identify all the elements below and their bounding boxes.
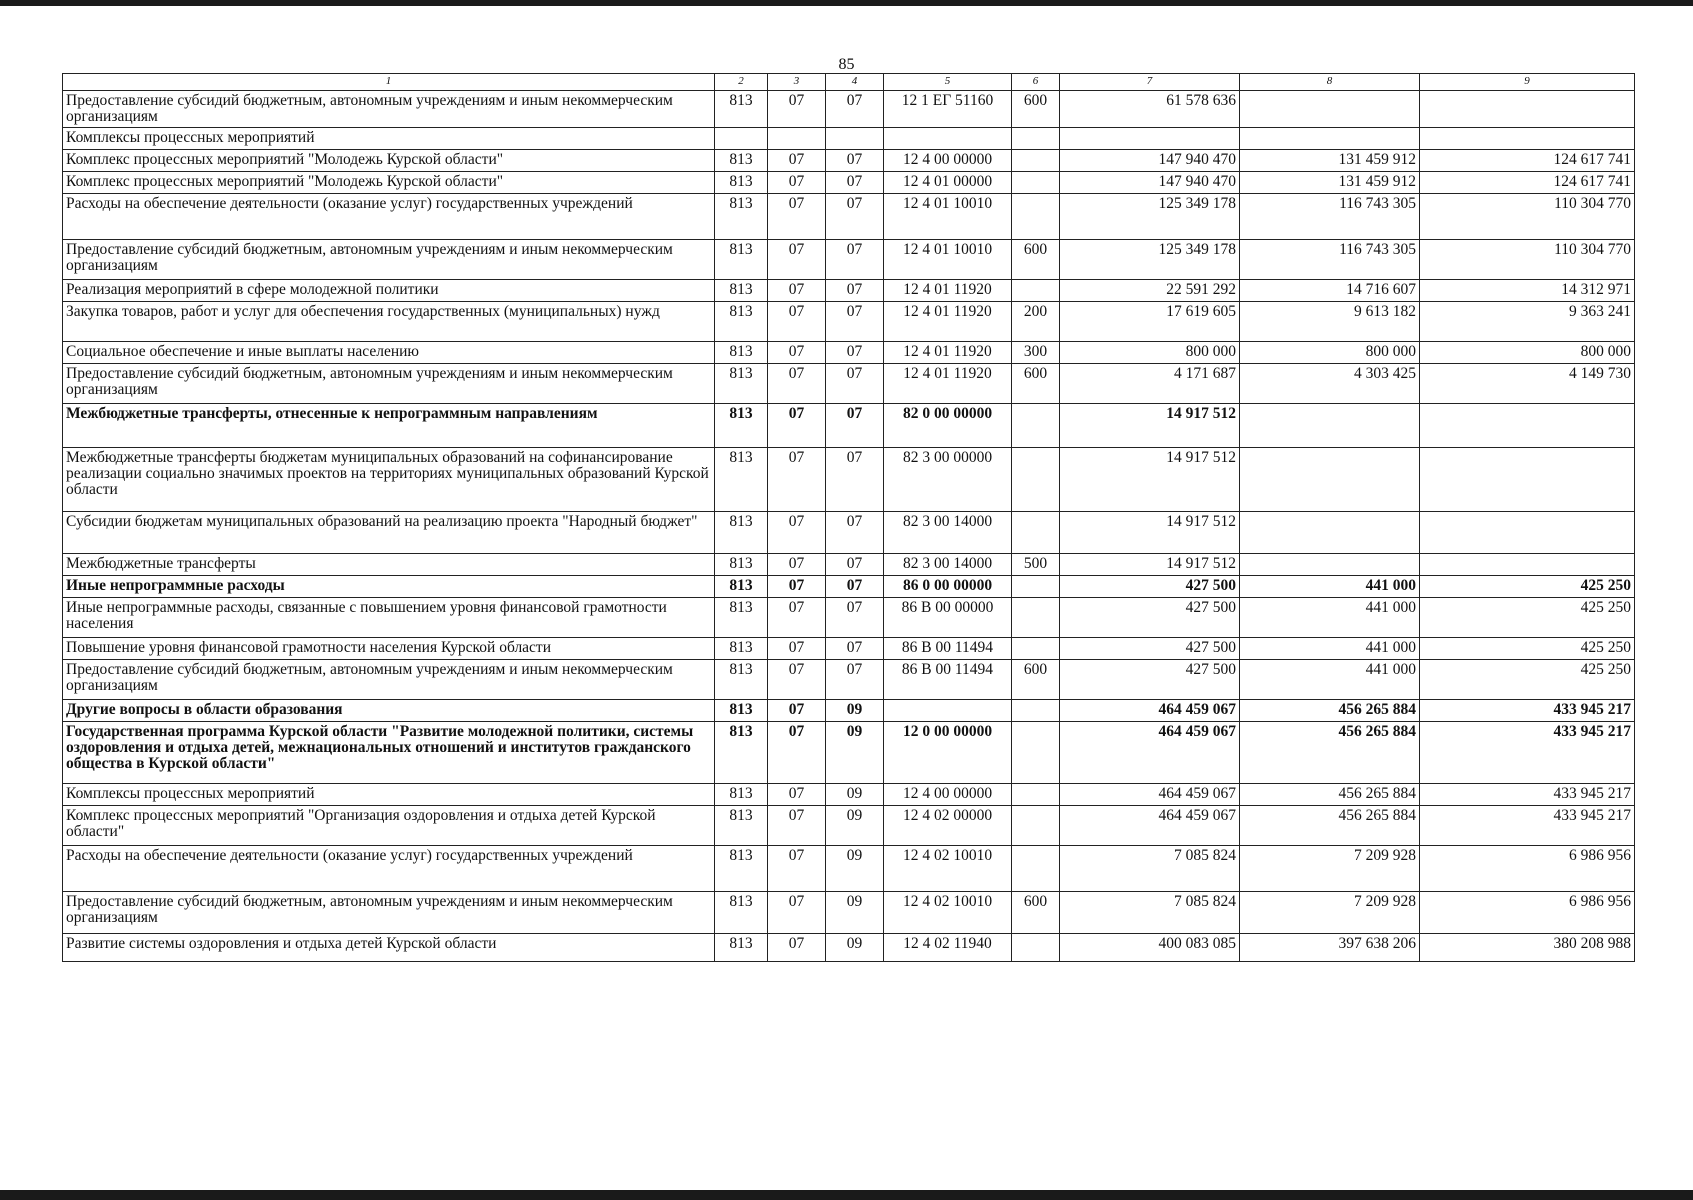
- row-code-ministry: 813: [715, 240, 768, 280]
- page-number: 85: [838, 56, 855, 73]
- row-code-section: 07: [768, 172, 826, 194]
- budget-table-container: [62, 73, 1634, 962]
- row-code-ministry: 813: [715, 784, 768, 806]
- row-amount-col8: 456 265 884: [1240, 806, 1420, 846]
- row-code-section: 07: [768, 194, 826, 240]
- row-amount-col8: 4 303 425: [1240, 364, 1420, 404]
- row-name: Реализация мероприятий в сфере молодежной политики: [63, 280, 715, 302]
- row-code-ministry: 813: [715, 806, 768, 846]
- row-code-target: 12 0 00 00000: [884, 722, 1012, 784]
- row-code-ministry: 813: [715, 302, 768, 342]
- row-amount-col9: 425 250: [1420, 638, 1635, 660]
- row-code-section: 07: [768, 240, 826, 280]
- row-code-section: 07: [768, 846, 826, 892]
- row-name: Комплекс процессных мероприятий "Молодежь Курской области": [63, 172, 715, 194]
- header-cell: 5: [884, 74, 1012, 91]
- row-code-ministry: 813: [715, 700, 768, 722]
- row-code-target: 12 4 01 11920: [884, 280, 1012, 302]
- row-code-target: 82 0 00 00000: [884, 404, 1012, 448]
- row-amount-col7: 14 917 512: [1060, 404, 1240, 448]
- row-code-subsection: 07: [826, 404, 884, 448]
- row-amount-col7: 427 500: [1060, 660, 1240, 700]
- row-code-target: 86 0 00 00000: [884, 576, 1012, 598]
- row-amount-col9: 4 149 730: [1420, 364, 1635, 404]
- row-amount-col8: 441 000: [1240, 660, 1420, 700]
- row-code-target: [884, 700, 1012, 722]
- table-row: [63, 806, 1635, 846]
- row-amount-col7: 147 940 470: [1060, 150, 1240, 172]
- row-code-target: 82 3 00 14000: [884, 512, 1012, 554]
- row-code-subsection: 07: [826, 512, 884, 554]
- table-row: [63, 448, 1635, 512]
- table-row: [63, 342, 1635, 364]
- row-name: Комплексы процессных мероприятий: [63, 784, 715, 806]
- header-cell: 3: [768, 74, 826, 91]
- row-name: Предоставление субсидий бюджетным, автономным учреждениям и иным некоммерческим организациям: [63, 91, 715, 128]
- row-amount-col9: 9 363 241: [1420, 302, 1635, 342]
- table-row: [63, 91, 1635, 128]
- row-code-subsection: 07: [826, 302, 884, 342]
- row-amount-col9: [1420, 128, 1635, 150]
- row-name: Государственная программа Курской области "Развитие молодежной политики, системы оздоровления и отдыха детей, межнациональных отношений и институтов гражданского общества в Курской области": [63, 722, 715, 784]
- row-name: Предоставление субсидий бюджетным, автономным учреждениям и иным некоммерческим организациям: [63, 892, 715, 934]
- table-row: [63, 404, 1635, 448]
- row-amount-col7: 22 591 292: [1060, 280, 1240, 302]
- row-amount-col8: [1240, 448, 1420, 512]
- row-name: Иные непрограммные расходы, связанные с повышением уровня финансовой грамотности населения: [63, 598, 715, 638]
- row-amount-col9: 800 000: [1420, 342, 1635, 364]
- row-amount-col9: [1420, 404, 1635, 448]
- table-row: [63, 846, 1635, 892]
- row-name: Другие вопросы в области образования: [63, 700, 715, 722]
- row-amount-col9: [1420, 91, 1635, 128]
- row-code-expense-type: [1012, 194, 1060, 240]
- row-amount-col8: 441 000: [1240, 598, 1420, 638]
- row-amount-col9: [1420, 512, 1635, 554]
- row-code-section: 07: [768, 150, 826, 172]
- row-amount-col7: 800 000: [1060, 342, 1240, 364]
- row-code-subsection: 07: [826, 194, 884, 240]
- table-row: [63, 150, 1635, 172]
- row-code-target: 12 4 01 00000: [884, 172, 1012, 194]
- row-name: Комплекс процессных мероприятий "Организация оздоровления и отдыха детей Курской области": [63, 806, 715, 846]
- row-code-expense-type: 600: [1012, 240, 1060, 280]
- row-amount-col9: [1420, 554, 1635, 576]
- row-name: Социальное обеспечение и иные выплаты населению: [63, 342, 715, 364]
- row-code-ministry: 813: [715, 150, 768, 172]
- row-code-expense-type: [1012, 700, 1060, 722]
- row-amount-col8: 456 265 884: [1240, 722, 1420, 784]
- row-code-target: 86 В 00 11494: [884, 638, 1012, 660]
- row-code-expense-type: [1012, 934, 1060, 962]
- row-code-expense-type: [1012, 172, 1060, 194]
- row-amount-col7: 14 917 512: [1060, 512, 1240, 554]
- row-code-expense-type: 300: [1012, 342, 1060, 364]
- row-code-expense-type: 600: [1012, 892, 1060, 934]
- row-amount-col9: 6 986 956: [1420, 846, 1635, 892]
- row-code-section: 07: [768, 364, 826, 404]
- row-amount-col8: 9 613 182: [1240, 302, 1420, 342]
- row-amount-col8: 116 743 305: [1240, 240, 1420, 280]
- row-code-ministry: [715, 128, 768, 150]
- row-code-expense-type: [1012, 722, 1060, 784]
- row-code-section: 07: [768, 448, 826, 512]
- header-cell: 4: [826, 74, 884, 91]
- table-row: [63, 302, 1635, 342]
- row-code-section: 07: [768, 722, 826, 784]
- row-code-ministry: 813: [715, 512, 768, 554]
- row-code-section: 07: [768, 404, 826, 448]
- row-amount-col9: 425 250: [1420, 660, 1635, 700]
- row-amount-col8: 456 265 884: [1240, 784, 1420, 806]
- row-amount-col7: 125 349 178: [1060, 194, 1240, 240]
- row-code-subsection: 07: [826, 342, 884, 364]
- row-amount-col8: [1240, 91, 1420, 128]
- row-code-subsection: 07: [826, 280, 884, 302]
- row-code-target: 86 В 00 00000: [884, 598, 1012, 638]
- row-code-subsection: 07: [826, 448, 884, 512]
- row-code-target: 12 4 02 10010: [884, 846, 1012, 892]
- row-code-subsection: 09: [826, 892, 884, 934]
- row-amount-col8: [1240, 512, 1420, 554]
- row-name: Повышение уровня финансовой грамотности населения Курской области: [63, 638, 715, 660]
- header-cell: 7: [1060, 74, 1240, 91]
- row-amount-col9: 14 312 971: [1420, 280, 1635, 302]
- budget-table: [62, 73, 1635, 962]
- scan-top-border: [0, 0, 1693, 6]
- row-code-section: 07: [768, 784, 826, 806]
- table-row: [63, 554, 1635, 576]
- row-code-ministry: 813: [715, 892, 768, 934]
- table-row: [63, 660, 1635, 700]
- row-name: Межбюджетные трансферты: [63, 554, 715, 576]
- table-row: [63, 128, 1635, 150]
- row-code-target: 12 1 ЕГ 51160: [884, 91, 1012, 128]
- table-row: [63, 598, 1635, 638]
- row-code-section: 07: [768, 342, 826, 364]
- row-amount-col8: [1240, 128, 1420, 150]
- row-amount-col9: 433 945 217: [1420, 700, 1635, 722]
- row-code-target: 12 4 01 11920: [884, 302, 1012, 342]
- row-code-target: 12 4 00 00000: [884, 150, 1012, 172]
- row-code-expense-type: [1012, 846, 1060, 892]
- row-amount-col7: 464 459 067: [1060, 722, 1240, 784]
- row-name: Расходы на обеспечение деятельности (оказание услуг) государственных учреждений: [63, 194, 715, 240]
- row-name: Комплексы процессных мероприятий: [63, 128, 715, 150]
- row-code-expense-type: 500: [1012, 554, 1060, 576]
- row-code-expense-type: [1012, 806, 1060, 846]
- row-amount-col8: 397 638 206: [1240, 934, 1420, 962]
- row-amount-col8: 800 000: [1240, 342, 1420, 364]
- row-code-target: 86 В 00 11494: [884, 660, 1012, 700]
- header-cell: 8: [1240, 74, 1420, 91]
- row-code-ministry: 813: [715, 660, 768, 700]
- row-code-ministry: 813: [715, 91, 768, 128]
- table-row: [63, 576, 1635, 598]
- row-amount-col9: 433 945 217: [1420, 784, 1635, 806]
- row-code-ministry: 813: [715, 448, 768, 512]
- row-code-ministry: 813: [715, 280, 768, 302]
- row-amount-col7: 464 459 067: [1060, 784, 1240, 806]
- row-name: Субсидии бюджетам муниципальных образований на реализацию проекта "Народный бюджет": [63, 512, 715, 554]
- row-code-subsection: 07: [826, 554, 884, 576]
- row-code-target: 12 4 01 11920: [884, 342, 1012, 364]
- row-amount-col8: 116 743 305: [1240, 194, 1420, 240]
- row-amount-col8: 131 459 912: [1240, 172, 1420, 194]
- table-row: [63, 512, 1635, 554]
- row-code-subsection: 07: [826, 240, 884, 280]
- row-code-target: 12 4 02 10010: [884, 892, 1012, 934]
- row-amount-col8: 7 209 928: [1240, 846, 1420, 892]
- row-code-section: 07: [768, 934, 826, 962]
- row-amount-col7: 147 940 470: [1060, 172, 1240, 194]
- row-code-subsection: 07: [826, 576, 884, 598]
- row-code-expense-type: 600: [1012, 364, 1060, 404]
- row-code-expense-type: [1012, 150, 1060, 172]
- row-code-target: [884, 128, 1012, 150]
- row-code-ministry: 813: [715, 722, 768, 784]
- row-amount-col7: 4 171 687: [1060, 364, 1240, 404]
- row-name: Закупка товаров, работ и услуг для обеспечения государственных (муниципальных) нужд: [63, 302, 715, 342]
- row-amount-col7: 125 349 178: [1060, 240, 1240, 280]
- row-code-section: 07: [768, 302, 826, 342]
- row-code-section: 07: [768, 554, 826, 576]
- table-row: [63, 194, 1635, 240]
- row-amount-col9: 425 250: [1420, 598, 1635, 638]
- row-amount-col7: 61 578 636: [1060, 91, 1240, 128]
- row-amount-col9: 124 617 741: [1420, 172, 1635, 194]
- row-code-section: 07: [768, 598, 826, 638]
- row-code-subsection: 07: [826, 150, 884, 172]
- row-code-section: 07: [768, 638, 826, 660]
- row-code-ministry: 813: [715, 598, 768, 638]
- table-body: [63, 74, 1635, 962]
- row-amount-col8: [1240, 404, 1420, 448]
- row-code-ministry: 813: [715, 404, 768, 448]
- row-code-subsection: 07: [826, 364, 884, 404]
- row-name: Предоставление субсидий бюджетным, автономным учреждениям и иным некоммерческим организациям: [63, 660, 715, 700]
- row-amount-col9: 380 208 988: [1420, 934, 1635, 962]
- row-code-target: 12 4 01 10010: [884, 240, 1012, 280]
- row-code-target: 12 4 02 00000: [884, 806, 1012, 846]
- row-code-subsection: 07: [826, 91, 884, 128]
- row-code-target: 82 3 00 00000: [884, 448, 1012, 512]
- row-code-subsection: 09: [826, 700, 884, 722]
- row-amount-col9: 433 945 217: [1420, 722, 1635, 784]
- row-name: Расходы на обеспечение деятельности (оказание услуг) государственных учреждений: [63, 846, 715, 892]
- row-amount-col7: 7 085 824: [1060, 892, 1240, 934]
- scan-bottom-border: [0, 1190, 1693, 1200]
- row-code-expense-type: 200: [1012, 302, 1060, 342]
- row-code-section: 07: [768, 806, 826, 846]
- row-amount-col7: 427 500: [1060, 576, 1240, 598]
- row-code-target: 12 4 00 00000: [884, 784, 1012, 806]
- row-amount-col8: 131 459 912: [1240, 150, 1420, 172]
- row-name: Развитие системы оздоровления и отдыха детей Курской области: [63, 934, 715, 962]
- row-code-ministry: 813: [715, 638, 768, 660]
- row-code-subsection: [826, 128, 884, 150]
- row-code-ministry: 813: [715, 364, 768, 404]
- table-row: [63, 172, 1635, 194]
- header-cell: 6: [1012, 74, 1060, 91]
- row-name: Предоставление субсидий бюджетным, автономным учреждениям и иным некоммерческим организациям: [63, 364, 715, 404]
- row-amount-col8: 456 265 884: [1240, 700, 1420, 722]
- row-name: Предоставление субсидий бюджетным, автономным учреждениям и иным некоммерческим организациям: [63, 240, 715, 280]
- row-code-target: 12 4 02 11940: [884, 934, 1012, 962]
- row-amount-col7: 400 083 085: [1060, 934, 1240, 962]
- table-row: [63, 364, 1635, 404]
- row-code-subsection: 07: [826, 660, 884, 700]
- row-code-subsection: 09: [826, 722, 884, 784]
- row-amount-col9: 6 986 956: [1420, 892, 1635, 934]
- row-name: Межбюджетные трансферты, отнесенные к непрограммным направлениям: [63, 404, 715, 448]
- row-code-subsection: 09: [826, 846, 884, 892]
- row-code-target: 12 4 01 10010: [884, 194, 1012, 240]
- row-code-expense-type: [1012, 280, 1060, 302]
- table-row: [63, 892, 1635, 934]
- row-code-expense-type: [1012, 404, 1060, 448]
- row-code-section: 07: [768, 892, 826, 934]
- row-code-target: 82 3 00 14000: [884, 554, 1012, 576]
- row-code-expense-type: [1012, 784, 1060, 806]
- row-amount-col9: 124 617 741: [1420, 150, 1635, 172]
- header-cell: 1: [63, 74, 715, 91]
- row-code-section: 07: [768, 660, 826, 700]
- row-code-expense-type: [1012, 448, 1060, 512]
- row-code-subsection: 09: [826, 806, 884, 846]
- row-code-ministry: 813: [715, 172, 768, 194]
- row-code-section: [768, 128, 826, 150]
- row-amount-col7: 14 917 512: [1060, 448, 1240, 512]
- table-row: [63, 722, 1635, 784]
- row-code-ministry: 813: [715, 934, 768, 962]
- row-code-ministry: 813: [715, 554, 768, 576]
- row-amount-col9: [1420, 448, 1635, 512]
- row-code-expense-type: [1012, 512, 1060, 554]
- row-code-ministry: 813: [715, 342, 768, 364]
- row-amount-col9: 110 304 770: [1420, 194, 1635, 240]
- row-code-section: 07: [768, 280, 826, 302]
- column-number-header: [63, 74, 1635, 91]
- row-name: Комплекс процессных мероприятий "Молодежь Курской области": [63, 150, 715, 172]
- row-amount-col8: 441 000: [1240, 576, 1420, 598]
- row-amount-col8: 14 716 607: [1240, 280, 1420, 302]
- row-code-expense-type: [1012, 598, 1060, 638]
- row-amount-col7: 7 085 824: [1060, 846, 1240, 892]
- table-row: [63, 280, 1635, 302]
- row-code-expense-type: 600: [1012, 660, 1060, 700]
- row-amount-col7: 464 459 067: [1060, 700, 1240, 722]
- row-amount-col9: 110 304 770: [1420, 240, 1635, 280]
- row-code-ministry: 813: [715, 576, 768, 598]
- row-amount-col9: 433 945 217: [1420, 806, 1635, 846]
- row-code-ministry: 813: [715, 846, 768, 892]
- table-row: [63, 784, 1635, 806]
- header-cell: 2: [715, 74, 768, 91]
- row-code-subsection: 09: [826, 934, 884, 962]
- table-row: [63, 240, 1635, 280]
- row-code-expense-type: [1012, 128, 1060, 150]
- table-row: [63, 700, 1635, 722]
- row-code-subsection: 07: [826, 638, 884, 660]
- row-name: Иные непрограммные расходы: [63, 576, 715, 598]
- row-code-expense-type: [1012, 638, 1060, 660]
- row-amount-col7: 464 459 067: [1060, 806, 1240, 846]
- row-amount-col7: 14 917 512: [1060, 554, 1240, 576]
- row-code-section: 07: [768, 576, 826, 598]
- header-cell: 9: [1420, 74, 1635, 91]
- row-name: Межбюджетные трансферты бюджетам муниципальных образований на софинансирование реализации социально значимых проектов на территориях муниципальных образований Курской области: [63, 448, 715, 512]
- row-amount-col8: 7 209 928: [1240, 892, 1420, 934]
- row-code-target: 12 4 01 11920: [884, 364, 1012, 404]
- row-amount-col7: 427 500: [1060, 638, 1240, 660]
- row-code-subsection: 07: [826, 172, 884, 194]
- row-amount-col7: 17 619 605: [1060, 302, 1240, 342]
- row-code-section: 07: [768, 91, 826, 128]
- row-amount-col8: 441 000: [1240, 638, 1420, 660]
- row-code-expense-type: [1012, 576, 1060, 598]
- row-code-subsection: 07: [826, 598, 884, 638]
- row-code-ministry: 813: [715, 194, 768, 240]
- row-amount-col7: 427 500: [1060, 598, 1240, 638]
- row-code-subsection: 09: [826, 784, 884, 806]
- row-code-section: 07: [768, 700, 826, 722]
- row-code-expense-type: 600: [1012, 91, 1060, 128]
- row-amount-col7: [1060, 128, 1240, 150]
- row-amount-col8: [1240, 554, 1420, 576]
- row-amount-col9: 425 250: [1420, 576, 1635, 598]
- table-row: [63, 934, 1635, 962]
- row-code-section: 07: [768, 512, 826, 554]
- table-row: [63, 638, 1635, 660]
